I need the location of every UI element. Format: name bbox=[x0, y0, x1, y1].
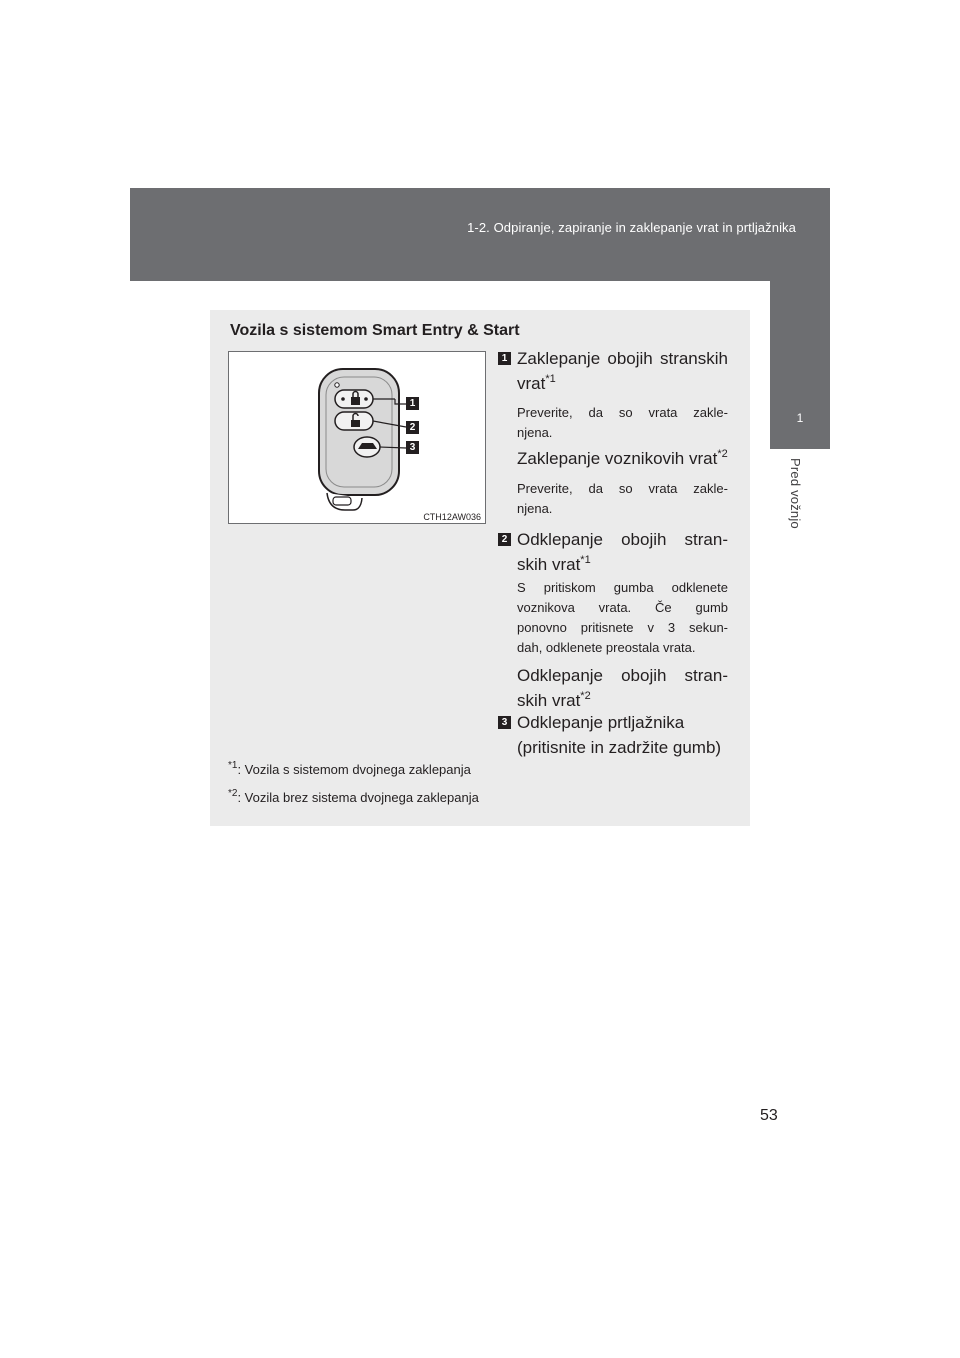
section-title: Vozila s sistemom Smart Entry & Start bbox=[230, 322, 520, 339]
item-badge-2: 2 bbox=[498, 533, 511, 546]
footnote-mark: *1 bbox=[580, 554, 591, 566]
item-label-line: Zaklepanje obojih stranskih bbox=[517, 349, 728, 368]
footnote-mark: *1 bbox=[228, 760, 238, 771]
unlock-icon bbox=[335, 412, 373, 430]
item-label-line: Odklepanje obojih stran- bbox=[517, 530, 728, 549]
figure-code: CTH12AW036 bbox=[423, 512, 481, 522]
item-unlock-both-doors bbox=[501, 527, 728, 577]
footnote-mark: *2 bbox=[717, 448, 728, 460]
item-label-line: (pritisnite in zadržite gumb) bbox=[517, 738, 722, 757]
note-line: njena. bbox=[517, 425, 553, 440]
footnote-1 bbox=[228, 762, 471, 777]
chapter-header-title: 1-2. Odpiranje, zapiranje in zaklepanje vrat in prtljažnika bbox=[467, 220, 796, 235]
page-number: 53 bbox=[760, 1107, 778, 1124]
subitem-label: Zaklepanje voznikovih vrat bbox=[517, 449, 718, 468]
item-label-line: Odklepanje prtljažnika bbox=[517, 713, 685, 732]
subitem-note bbox=[517, 479, 728, 519]
footnote-text: : Vozila s sistemom dvojnega zaklepanja bbox=[237, 762, 471, 777]
chapter-side-label: Pred vožnjo bbox=[788, 458, 803, 529]
item-label-line: skih vrat bbox=[517, 555, 581, 574]
note-line: S pritiskom gumba odklenete bbox=[517, 580, 728, 595]
item-badge-3: 3 bbox=[498, 716, 511, 729]
footnote-mark: *2 bbox=[228, 788, 238, 799]
footnote-text: : Vozila brez sistema dvojnega zaklepanja bbox=[237, 790, 479, 805]
footnote-2 bbox=[228, 790, 479, 805]
trunk-icon bbox=[354, 437, 380, 457]
header-band bbox=[130, 188, 830, 281]
footnote-mark: *2 bbox=[580, 690, 591, 702]
note-line: voznikova vrata. Če gumb bbox=[517, 600, 728, 615]
smart-key-illustration bbox=[228, 351, 486, 524]
figure-callout-3: 3 bbox=[406, 441, 419, 454]
note-line: Preverite, da so vrata zakle- bbox=[517, 405, 728, 420]
subitem-unlock-both-doors bbox=[517, 663, 728, 713]
subitem-label-line: Odklepanje obojih stran- bbox=[517, 666, 728, 685]
item-note bbox=[517, 403, 728, 443]
note-line: dah, odklenete preostala vrata. bbox=[517, 640, 696, 655]
smart-entry-section bbox=[210, 310, 750, 826]
item-note bbox=[517, 578, 728, 658]
chapter-number: 1 bbox=[796, 411, 804, 425]
subitem-lock-driver-door bbox=[517, 446, 728, 471]
chapter-side-tab bbox=[770, 281, 830, 449]
item-label-line: vrat bbox=[517, 374, 546, 393]
item-lock-both-doors bbox=[501, 346, 728, 396]
subitem-label-line: skih vrat bbox=[517, 691, 581, 710]
lock-icon bbox=[335, 390, 373, 408]
note-line: Preverite, da so vrata zakle- bbox=[517, 481, 728, 496]
item-badge-1: 1 bbox=[498, 352, 511, 365]
smart-key-icon bbox=[229, 352, 485, 523]
note-line: ponovno pritisnete v 3 sekun- bbox=[517, 620, 728, 635]
figure-callout-2: 2 bbox=[406, 421, 419, 434]
figure-callout-1: 1 bbox=[406, 397, 419, 410]
item-unlock-trunk bbox=[501, 710, 728, 760]
footnote-mark: *1 bbox=[545, 373, 556, 385]
note-line: njena. bbox=[517, 501, 553, 516]
